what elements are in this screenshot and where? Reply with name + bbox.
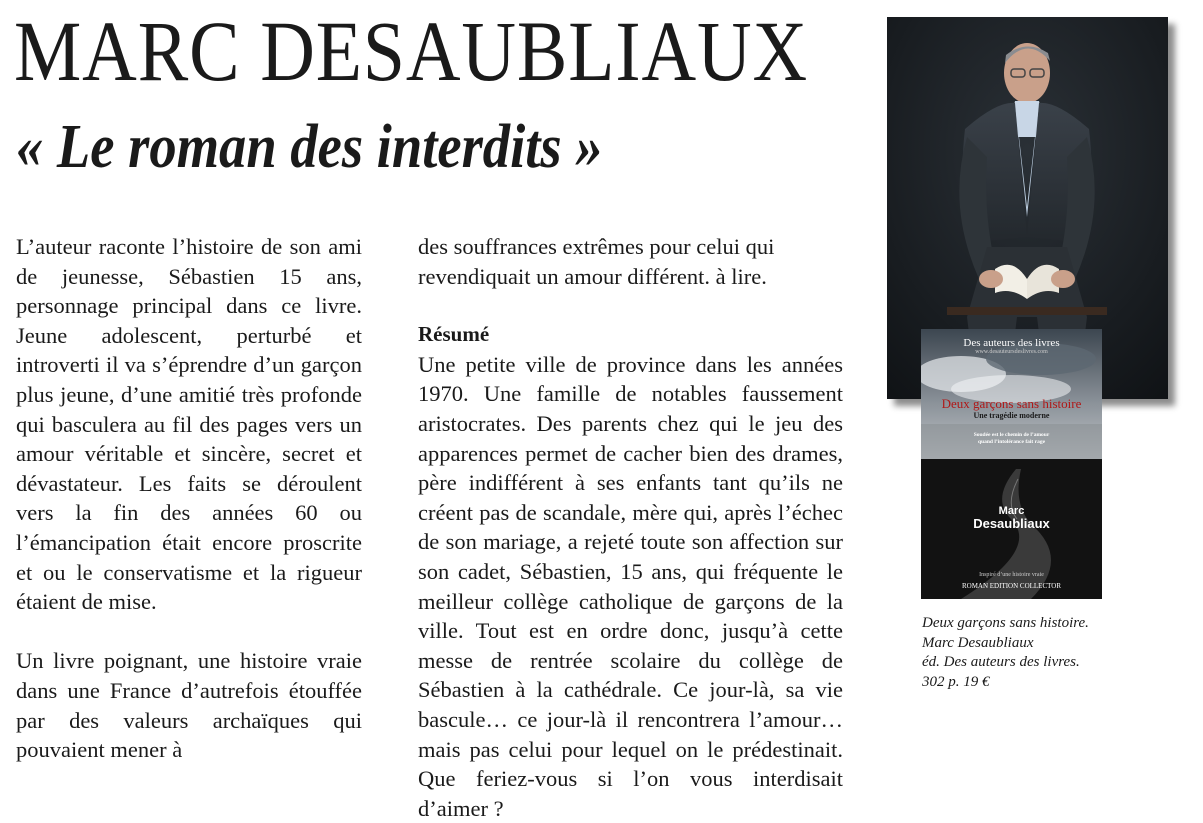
book-author-last-name: Desaubliaux bbox=[973, 516, 1050, 531]
summary-heading: Résumé bbox=[418, 322, 490, 347]
book-tagline: Soudée est le chemin de l’amour bbox=[973, 432, 1050, 438]
book-subtitle: Une tragédie moderne bbox=[973, 411, 1050, 420]
article-column-right bbox=[418, 232, 843, 823]
book-collection: ROMAN EDITION COLLECTOR bbox=[961, 582, 1062, 590]
article-column-left bbox=[16, 232, 362, 765]
caption-price: 302 p. 19 € bbox=[922, 673, 990, 690]
article-paragraph: L’auteur raconte l’histoire de son ami de jeunesse, Sébastien 15 ans, personnage principal dans ce livre. Jeune adolescent, perturbé et introverti il va s’éprendre d’un garçon plus jeune, d’une amitié très profonde qui basculera au fil des pages vers un amour véritable et sincère, secret et dévastateur. Les faits se déroulent vers la fin des années 60 ou l’émancipation était encore proscrite et ou le conservatisme et la rigueur étaient de mise. bbox=[16, 234, 362, 615]
book-caption bbox=[922, 614, 1182, 692]
caption-title: Deux garçons sans histoire. bbox=[922, 615, 1089, 631]
book-publisher: Des auteurs des livres bbox=[963, 337, 1060, 349]
book-author-first-name: Marc bbox=[998, 505, 1025, 517]
book-cover bbox=[921, 329, 1102, 599]
summary-paragraph: Une petite ville de province dans les années 1970. Une famille de notables faussement aristocrates. Des parents chez qui le jeu des apparences permet de cacher bien des drames, père indifférent à ses enfants tant qu’ils ne créent pas de scandale, mère qui, après l’échec de son mariage, a rejeté toute son affection sur son cadet, Sébastien, 15 ans, qui fréquente le meilleur collège catholique de garçons de la ville. Tout est en ordre donc, jusqu’à cette messe de rentrée scolaire du collège de Sébastien à la cathédrale. Ce jour-là, sa vie bascule… ce jour-là il rencontrera l’amour… mais pas celui pour lequel on le prédestinait. Que feriez-vous si l’on vous interdisait d’aimer ? bbox=[418, 351, 843, 821]
article-paragraph: Un livre poignant, une histoire vraie dans une France d’autrefois étouffée par des valeurs archaïques qui pouvaient mener à bbox=[16, 648, 362, 763]
book-title: Deux garçons sans histoire bbox=[941, 396, 1082, 411]
article-paragraph-continuation: des souffrances extrêmes pour celui qui revendiquait un amour différent. à lire. bbox=[418, 234, 775, 289]
book-footnote: Inspiré d’une histoire vraie bbox=[979, 572, 1044, 578]
caption-publisher: éd. Des auteurs des livres. bbox=[922, 654, 1080, 670]
author-name-heading: MARC DESAUBLIAUX bbox=[14, 3, 809, 99]
book-publisher-url: www.desauteursdeslivres.com bbox=[975, 349, 1048, 355]
book-tagline: quand l’intolérance fait rage bbox=[977, 439, 1046, 445]
article-subtitle: « Le roman des interdits » bbox=[16, 113, 603, 181]
caption-author: Marc Desaubliaux bbox=[922, 634, 1034, 651]
